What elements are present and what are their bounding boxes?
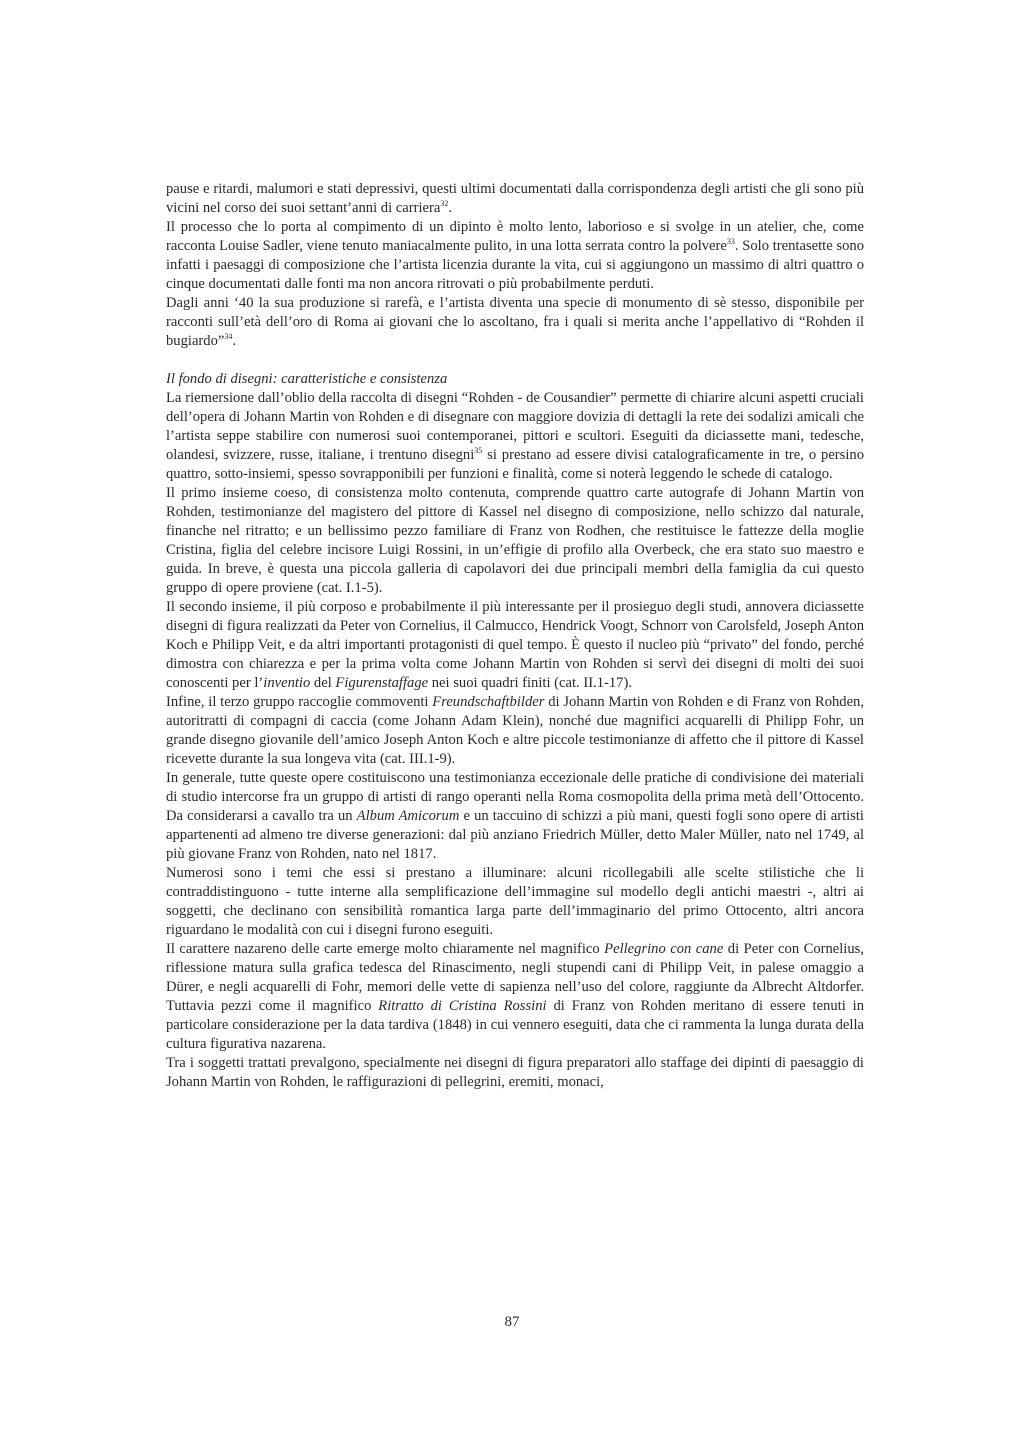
footnote-ref: 34	[224, 332, 233, 342]
page-number: 87	[504, 1314, 520, 1330]
footnote-ref: 33	[726, 237, 735, 247]
paragraph: Dagli anni ‘40 la sua produzione si rarefà, e l’artista diventa una specie di monumento di sè stesso, disponibile per racconti sull’età dell’oro di Roma ai giovani che lo ascoltano, fra i quali si merita anche l’appellativo di “Rohden il bugiardo”$^{34}$.	[166, 295, 864, 349]
footnote-ref: 35	[474, 446, 483, 456]
paragraph: In generale, tutte queste opere costituiscono una testimonianza eccezionale delle pratiche di condivisione dei materiali di studio intercorse fra un gruppo di artisti di rango operanti nella Roma cosmopolita della prima metà dell’Ottocento. Da considerarsi a cavallo tra un Album Amicorum e un taccuino di schizzi a più mani, questi fogli sono opere di artisti appartenenti ad almeno tre diverse generazioni: dal più anziano Friedrich Müller, detto Maler Müller, nato nel 1749, al più giovane Franz von Rohden, nato nel 1817.	[166, 770, 864, 862]
paragraph: Infine, il terzo gruppo raccoglie commoventi Freundschaftbilder di Johann Martin von Rohden e di Franz von Rohden, autoritratti di compagni di caccia (come Johann Adam Klein), nonché due magnifici acquarelli di Philipp Fohr, un grande disegno giovanile dell’amico Joseph Anton Koch e altre piccole testimonianze di affetto che il pittore di Kassel ricevette durante la sua longeva vita (cat. III.1-9).	[166, 694, 865, 767]
paragraph: Numerosi sono i temi che essi si prestano a illuminare: alcuni ricollegabili alle scelte stilistiche che li contraddistinguono - tutte interne alla semplificazione dell’immagine sul modello degli antichi maestri -, altri ai soggetti, che declinano con sensibilità romantica larga parte dell’immaginario del primo Ottocento, altri ancora riguardano le modalità con cui i disegni furono eseguiti.	[166, 865, 864, 938]
paragraph: Il processo che lo porta al compimento di un dipinto è molto lento, laborioso e si svolge in un atelier, che, come racconta Louise Sadler, viene tenuto maniacalmente pulito, in una lotta serrata contro la polvere$^{33}$. Solo trentasette sono infatti i paesaggi di composizione che l’artista licenzia durante la vita, cui si aggiungono un massimo di altri quattro o cinque documentati dalle fonti ma non ancora ritrovati o più probabilmente perduti.	[166, 219, 864, 292]
footnote-ref: 32	[440, 199, 449, 209]
paragraph: Il carattere nazareno delle carte emerge molto chiaramente nel magnifico Pellegrino con cane di Peter con Cornelius, riflessione matura sulla grafica tedesca del Rinascimento, negli stupendi cani di Philipp Veit, in palese omaggio a Dürer, e negli acquarelli di Fohr, memori delle vette di sapienza nell’uso del colore, raggiunte da Albrecht Altdorfer. Tuttavia pezzi come il magnifico Ritratto di Cristina Rossini di Franz von Rohden meritano di essere tenuti in particolare considerazione per la data tardiva (1848) in cui vennero eseguiti, data che ci rammenta la lunga durata della cultura figurativa nazarena.	[166, 941, 864, 1052]
paragraph: Il primo insieme coeso, di consistenza molto contenuta, comprende quattro carte autografe di Johann Martin von Rohden, testimonianze del magistero del pittore di Kassel nel disegno di composizione, nello schizzo dal naturale, finanche nel ritratto; e un bellissimo pezzo familiare di Franz von Rodhen, che restituisce le fattezze della moglie Cristina, figlia del celebre incisore Luigi Rossini, in un’effigie di profilo alla Overbeck, che era stato suo maestro e guida. In breve, è questa una piccola galleria di capolavori dei due principali membri della famiglia da cui questo gruppo di opere proviene (cat. I.1-5).	[166, 485, 864, 596]
paragraph: Il secondo insieme, il più corposo e probabilmente il più interessante per il prosieguo degli studi, annovera diciassette disegni di figura realizzati da Peter von Cornelius, il Calmucco, Hendrick Voogt, Schnorr von Carolsfeld, Joseph Anton Koch e Philipp Veit, e da altri importanti protagonisti di quel tempo. È questo il nucleo più “privato” del fondo, perché dimostra con chiarezza e per la prima volta come Johann Martin von Rohden si servì dei disegni di molti dei suoi conoscenti per l’inventio del Figurenstaffage nei suoi quadri finiti (cat. II.1-17).	[166, 599, 864, 691]
paragraph: La riemersione dall’oblio della raccolta di disegni “Rohden - de Cousandier” permette di chiarire alcuni aspetti cruciali dell’opera di Johann Martin von Rohden e di disegnare con maggiore dovizia di dettagli la rete dei sodalizi amicali che l’artista seppe stabilire con numerosi suoi contemporanei, pittori e scultori. Eseguiti da diciassette mani, tedesche, olandesi, svizzere, russe, italiane, i trentuno disegni$^{35}$ si prestano ad essere divisi catalograficamente in tre, o persino quattro, sotto-insiemi, spesso sovrapponibili per funzioni e finalità, come si noterà leggendo le schede di catalogo.	[166, 390, 864, 482]
section-heading: Il fondo di disegni: caratteristiche e consistenza	[166, 371, 448, 387]
paragraph: pause e ritardi, malumori e stati depressivi, questi ultimi documentati dalla corrispondenza degli artisti che gli sono più vicini nel corso dei suoi settant’anni di carriera$^{32}$.	[166, 181, 864, 216]
body-text	[166, 180, 864, 1092]
paragraph: Tra i soggetti trattati prevalgono, specialmente nei disegni di figura preparatori allo staffage dei dipinti di paesaggio di Johann Martin von Rohden, le raffigurazioni di pellegrini, eremiti, monaci,	[166, 1055, 864, 1090]
